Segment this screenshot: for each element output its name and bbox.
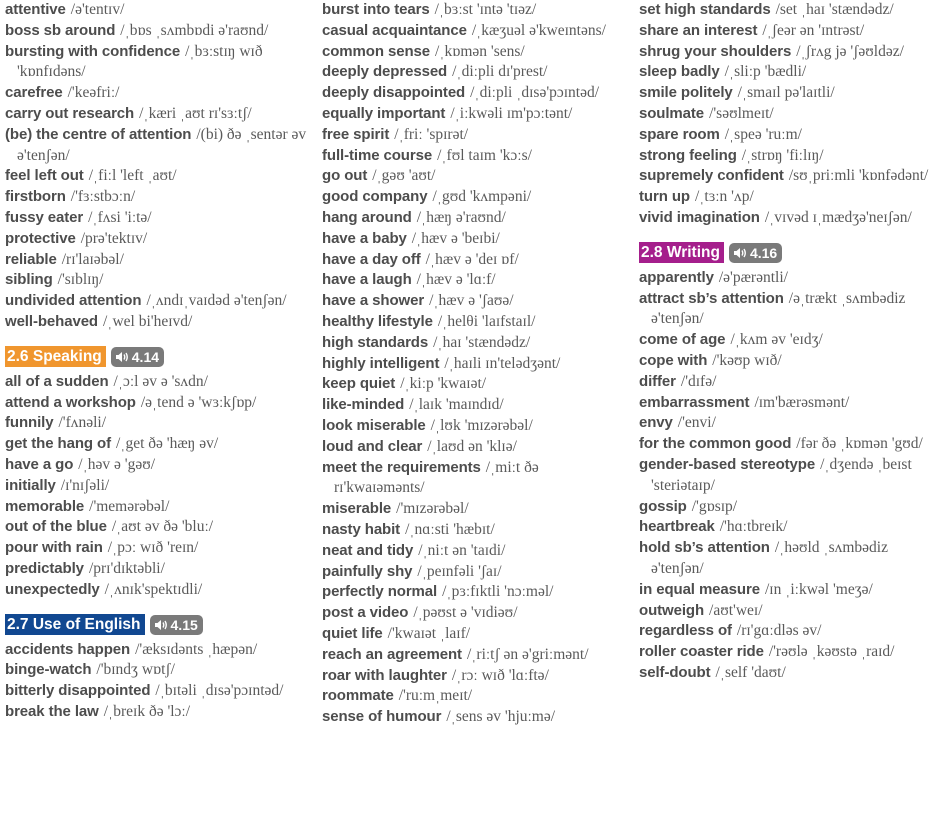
vocab-word: turn up bbox=[639, 188, 690, 206]
vocab-pronunciation: /ə'tentɪv/ bbox=[70, 1, 125, 18]
vocab-pronunciation: /ɪ'nɪʃəli/ bbox=[60, 476, 110, 494]
vocab-pronunciation: /aʊt'weɪ/ bbox=[709, 601, 763, 619]
vocab-pronunciation: /ˌlʊk 'mɪzərəbəl/ bbox=[430, 416, 533, 434]
vocab-entry bbox=[639, 351, 940, 372]
vocab-word: carry out research bbox=[5, 104, 135, 122]
vocab-entry bbox=[5, 166, 310, 187]
vocab-pronunciation: /ˌpeɪnfəli 'ʃaɪ/ bbox=[417, 562, 502, 580]
vocab-entry bbox=[5, 250, 310, 271]
vocab-pronunciation: /rɪ'gɑːdləs əv/ bbox=[736, 622, 822, 640]
vocab-entry bbox=[5, 372, 310, 393]
vocab-entry bbox=[639, 413, 940, 434]
vocab-pronunciation: /ˌʌndɪˌvaɪdəd ə'tenʃən/ bbox=[146, 292, 287, 310]
vocab-word: come of age bbox=[639, 331, 726, 349]
vocab-entry bbox=[322, 270, 632, 291]
vocab-pronunciation: /ˌbɜːstɪŋ wɪð 'kɒnfɪdəns/ bbox=[17, 42, 263, 81]
vocab-pronunciation: /ˌsmaɪl pə'laɪtli/ bbox=[737, 84, 835, 102]
vocab-pronunciation: /'gɒsɪp/ bbox=[691, 497, 738, 515]
vocab-entry bbox=[5, 104, 310, 125]
section-header bbox=[639, 242, 940, 264]
vocab-pronunciation: /(bi) ðə ˌsentər əv ə'tenʃən/ bbox=[17, 125, 307, 164]
vocab-pronunciation: /ˌhelθi 'laɪfstaɪl/ bbox=[437, 312, 536, 330]
vocab-pronunciation: /set ˌhaɪ 'stændədz/ bbox=[775, 1, 894, 18]
vocab-pronunciation: /ˌself 'daʊt/ bbox=[715, 663, 786, 681]
vocab-entry bbox=[322, 562, 632, 583]
vocab-pronunciation: /'fɜːstbɔːn/ bbox=[70, 188, 136, 206]
vocab-entry bbox=[5, 312, 310, 333]
vocab-word: outweigh bbox=[639, 601, 705, 619]
vocab-pronunciation: /'envi/ bbox=[677, 414, 716, 432]
vocab-entry bbox=[322, 416, 632, 437]
vocab-word: have a go bbox=[5, 455, 74, 473]
vocab-pronunciation: /ˌhæv ə 'deɪ ɒf/ bbox=[425, 250, 519, 268]
vocab-pronunciation: /prɪ'dɪktəbli/ bbox=[88, 559, 165, 577]
vocab-word: smile politely bbox=[639, 84, 733, 102]
vocab-pronunciation: /'æksɪdənts ˌhæpən/ bbox=[135, 640, 258, 658]
vocab-word: reach an agreement bbox=[322, 645, 462, 663]
vocab-word: roar with laughter bbox=[322, 666, 447, 684]
vocab-entry bbox=[5, 21, 310, 42]
vocab-pronunciation: /'keəfriː/ bbox=[67, 84, 120, 102]
vocab-word: deeply disappointed bbox=[322, 84, 466, 102]
vocab-pronunciation: /ˌniːt ən 'taɪdi/ bbox=[418, 541, 506, 559]
vocab-entry bbox=[322, 520, 632, 541]
vocab-word: all of a sudden bbox=[5, 372, 109, 390]
vocab-word: bitterly disappointed bbox=[5, 682, 151, 700]
vocab-entry bbox=[639, 372, 940, 393]
vocab-entry bbox=[639, 330, 940, 351]
vocab-pronunciation: /ˌpɜːfɪktli 'nɔːməl/ bbox=[442, 583, 554, 601]
vocab-word: neat and tidy bbox=[322, 541, 414, 559]
vocab-entry bbox=[5, 497, 310, 518]
vocab-entry bbox=[5, 660, 310, 681]
section-header bbox=[5, 614, 310, 636]
vocab-entry bbox=[5, 229, 310, 250]
vocab-word: soulmate bbox=[639, 104, 705, 122]
vocab-pronunciation: /ˌgəʊ 'aʊt/ bbox=[372, 167, 436, 185]
vocab-pronunciation: /ˌʃeər ən 'ɪntrəst/ bbox=[762, 21, 865, 39]
vocab-pronunciation: /ˌhæv ə 'ʃaʊə/ bbox=[429, 292, 514, 310]
vocab-entry bbox=[639, 104, 940, 125]
vocab-pronunciation: /ɪm'bærəsmənt/ bbox=[754, 393, 850, 411]
vocab-word: well-behaved bbox=[5, 312, 98, 330]
vocab-word: strong feeling bbox=[639, 146, 737, 164]
vocab-word: equally important bbox=[322, 104, 446, 122]
vocab-pronunciation: /ˌfiːl 'left ˌaʊt/ bbox=[88, 167, 177, 185]
vocab-word: share an interest bbox=[639, 21, 758, 39]
vocab-word: unexpectedly bbox=[5, 580, 100, 598]
vocab-entry bbox=[322, 104, 632, 125]
vocab-pronunciation: /ˌlaʊd ən 'klɪə/ bbox=[427, 437, 517, 455]
vocab-entry bbox=[5, 187, 310, 208]
vocab-word: perfectly normal bbox=[322, 583, 438, 601]
vocab-word: break the law bbox=[5, 702, 99, 720]
vocab-pronunciation: /prə'tektɪv/ bbox=[80, 229, 148, 247]
vocab-entry bbox=[322, 437, 632, 458]
vocab-entry bbox=[322, 125, 632, 146]
vocab-entry bbox=[5, 125, 310, 167]
vocab-pronunciation: /ˌiːkwəli ɪm'pɔːtənt/ bbox=[450, 104, 573, 122]
vocab-pronunciation: /ˌdʒendə ˌbeɪst 'steriətaɪp/ bbox=[651, 455, 912, 494]
section-header bbox=[5, 346, 310, 368]
vocab-entry bbox=[322, 62, 632, 83]
vocab-entry bbox=[639, 642, 940, 663]
vocab-pronunciation: /ˌspeə 'ruːm/ bbox=[724, 125, 802, 143]
vocab-entry bbox=[639, 601, 940, 622]
audio-track-number: 4.15 bbox=[170, 616, 198, 633]
vocab-word: vivid imagination bbox=[639, 208, 760, 226]
vocab-word: initially bbox=[5, 476, 56, 494]
vocab-word: self-doubt bbox=[639, 663, 711, 681]
column-1 bbox=[5, 0, 310, 723]
vocab-word: gender-based stereotype bbox=[639, 455, 816, 473]
vocab-entry bbox=[322, 603, 632, 624]
vocab-pronunciation: /ˌhæv ə 'beɪbi/ bbox=[411, 229, 500, 247]
vocab-entry bbox=[5, 0, 310, 21]
speaker-icon bbox=[154, 619, 168, 631]
vocab-pronunciation: /ˌgʊd 'kʌmpəni/ bbox=[432, 188, 532, 206]
vocab-word: memorable bbox=[5, 497, 85, 515]
vocab-word: binge-watch bbox=[5, 661, 92, 679]
vocab-entry bbox=[5, 580, 310, 601]
vocab-entry bbox=[322, 229, 632, 250]
vocab-entry bbox=[322, 541, 632, 562]
vocab-entry bbox=[5, 434, 310, 455]
vocab-entry bbox=[322, 374, 632, 395]
vocab-pronunciation: /ˌstrɒŋ 'fiːlɪŋ/ bbox=[741, 146, 824, 164]
vocab-pronunciation: /ˌdiːpli ˌdɪsə'pɔɪntəd/ bbox=[470, 84, 600, 102]
vocab-entry bbox=[5, 291, 310, 312]
vocab-word: go out bbox=[322, 167, 368, 185]
vocab-pronunciation: /ˌhəv ə 'gəʊ/ bbox=[78, 455, 156, 473]
vocab-pronunciation: /'hɑːtbreɪk/ bbox=[719, 518, 788, 536]
vocab-word: funnily bbox=[5, 414, 54, 432]
vocab-word: shrug your shoulders bbox=[639, 42, 792, 60]
speaker-icon bbox=[115, 351, 129, 363]
vocab-pronunciation: /ˌkæʒuəl ə'kweɪntəns/ bbox=[471, 21, 606, 39]
vocab-pronunciation: /ˌriːtʃ ən ə'griːmənt/ bbox=[466, 645, 589, 663]
vocab-word: burst into tears bbox=[322, 1, 430, 18]
audio-track-button[interactable] bbox=[111, 347, 164, 367]
vocab-entry bbox=[639, 146, 940, 167]
vocab-pronunciation: /ˌkiːp 'kwaɪət/ bbox=[400, 375, 487, 393]
vocab-entry bbox=[322, 0, 632, 21]
vocab-entry bbox=[322, 333, 632, 354]
column-2 bbox=[322, 0, 632, 728]
audio-track-button[interactable] bbox=[150, 615, 203, 635]
vocab-word: have a shower bbox=[322, 292, 425, 310]
vocab-entry bbox=[322, 187, 632, 208]
vocab-pronunciation: /ˌʃrʌg jə 'ʃəʊldəz/ bbox=[796, 42, 904, 60]
vocab-word: envy bbox=[639, 414, 673, 432]
vocab-word: bursting with confidence bbox=[5, 42, 181, 60]
vocab-word: feel left out bbox=[5, 167, 84, 185]
vocab-word: miserable bbox=[322, 500, 392, 518]
vocab-entry bbox=[639, 187, 940, 208]
audio-track-number: 4.14 bbox=[131, 348, 160, 365]
vocab-pronunciation: /ˌaʊt əv ðə 'bluː/ bbox=[111, 518, 214, 536]
vocab-word: deeply depressed bbox=[322, 63, 448, 81]
vocab-pronunciation: /'səʊlmeɪt/ bbox=[709, 104, 774, 122]
vocab-pronunciation: /ˌtɜːn 'ʌp/ bbox=[694, 188, 754, 206]
vocab-pronunciation: /ˌget ðə 'hæŋ əv/ bbox=[116, 435, 219, 453]
vocab-entry bbox=[639, 166, 940, 187]
vocab-entry bbox=[322, 458, 632, 500]
vocab-pronunciation: /ˌsens əv 'hjuːmə/ bbox=[446, 708, 556, 726]
vocab-entry bbox=[5, 270, 310, 291]
vocab-word: heartbreak bbox=[639, 518, 715, 536]
vocab-pronunciation: /ˌkɒmən 'sens/ bbox=[435, 42, 525, 60]
vocab-word: boss sb around bbox=[5, 21, 116, 39]
vocab-word: good company bbox=[322, 188, 428, 206]
vocab-word: (be) the centre of attention bbox=[5, 125, 192, 143]
vocab-pronunciation: /ˌlaɪk 'maɪndɪd/ bbox=[409, 396, 504, 414]
vocab-entry bbox=[5, 455, 310, 476]
vocab-word: carefree bbox=[5, 84, 63, 102]
vocab-entry bbox=[639, 517, 940, 538]
section-title: 2.8 Writing bbox=[639, 242, 724, 263]
vocab-pronunciation: /'sɪblɪŋ/ bbox=[57, 271, 104, 289]
speaker-icon bbox=[733, 247, 747, 259]
vocab-pronunciation: /ˌbreɪk ðə 'lɔː/ bbox=[103, 702, 191, 720]
vocab-word: have a baby bbox=[322, 229, 407, 247]
vocab-entry bbox=[639, 434, 940, 455]
vocab-entry bbox=[322, 707, 632, 728]
vocab-pronunciation: /ˌfriː 'spɪrət/ bbox=[394, 125, 469, 143]
vocab-word: spare room bbox=[639, 125, 720, 143]
vocab-word: get the hang of bbox=[5, 435, 111, 453]
vocab-pronunciation: /ˌbɒs ˌsʌmbɒdi ə'raʊnd/ bbox=[120, 21, 269, 39]
section-title: 2.7 Use of English bbox=[5, 614, 145, 635]
vocab-pronunciation: /'kwaɪət ˌlaɪf/ bbox=[387, 624, 471, 642]
vocab-word: reliable bbox=[5, 250, 57, 268]
vocab-pronunciation: /'dɪfə/ bbox=[680, 372, 717, 390]
vocab-pronunciation: /ˌpɔː wɪð 'reɪn/ bbox=[107, 539, 199, 557]
vocab-pronunciation: /'memərəbəl/ bbox=[89, 497, 170, 515]
vocab-word: full-time course bbox=[322, 146, 433, 164]
vocab-word: pour with rain bbox=[5, 539, 103, 557]
vocab-word: painfully shy bbox=[322, 562, 413, 580]
vocab-entry bbox=[322, 83, 632, 104]
vocab-word: loud and clear bbox=[322, 437, 423, 455]
vocab-pronunciation: /ˌɔːl əv ə 'sʌdn/ bbox=[113, 372, 208, 390]
vocab-entry bbox=[5, 702, 310, 723]
vocab-word: in equal measure bbox=[639, 580, 760, 598]
vocab-entry bbox=[639, 42, 940, 63]
vocab-entry bbox=[322, 208, 632, 229]
vocab-word: attentive bbox=[5, 1, 66, 18]
vocab-pronunciation: /ˌbɜːst 'ɪntə 'tɪəz/ bbox=[434, 1, 537, 18]
vocab-word: for the common good bbox=[639, 435, 792, 453]
vocab-word: supremely confident bbox=[639, 167, 784, 185]
vocab-entry bbox=[639, 663, 940, 684]
vocab-entry bbox=[322, 250, 632, 271]
column-3 bbox=[639, 0, 940, 684]
vocab-pronunciation: /əˌtrækt ˌsʌmbədiz ə'tenʃən/ bbox=[651, 289, 906, 328]
vocab-word: post a video bbox=[322, 604, 409, 622]
vocab-word: differ bbox=[639, 372, 676, 390]
vocab-word: embarrassment bbox=[639, 393, 750, 411]
vocab-pronunciation: /ɪn ˌiːkwəl 'meʒə/ bbox=[764, 580, 873, 598]
vocab-pronunciation: /sʊˌpriːmli 'kɒnfədənt/ bbox=[788, 167, 929, 185]
audio-track-button[interactable] bbox=[729, 243, 782, 263]
vocab-pronunciation: /ə'pærəntli/ bbox=[718, 268, 788, 286]
vocab-entry bbox=[5, 208, 310, 229]
vocab-pronunciation: /'kəʊp wɪð/ bbox=[712, 351, 782, 369]
vocab-pronunciation: /ˌwel bi'heɪvd/ bbox=[103, 312, 193, 330]
vocab-pronunciation: /ˌhaɪ 'stændədz/ bbox=[433, 333, 531, 351]
vocab-pronunciation: /ˌrɔː wɪð 'lɑːftə/ bbox=[451, 666, 549, 684]
vocab-word: meet the requirements bbox=[322, 458, 481, 476]
vocab-word: casual acquaintance bbox=[322, 21, 467, 39]
vocab-entry bbox=[5, 559, 310, 580]
section-title: 2.6 Speaking bbox=[5, 346, 106, 367]
vocab-pronunciation: /ˌvɪvəd ɪˌmædʒə'neɪʃən/ bbox=[764, 208, 912, 226]
vocab-entry bbox=[639, 538, 940, 580]
vocab-entry bbox=[639, 580, 940, 601]
vocab-entry bbox=[5, 681, 310, 702]
vocab-pronunciation: /ˌkæri ˌaʊt rɪ'sɜːtʃ/ bbox=[139, 104, 252, 122]
vocab-entry bbox=[639, 393, 940, 414]
vocab-entry bbox=[322, 42, 632, 63]
vocab-entry bbox=[322, 291, 632, 312]
vocab-word: look miserable bbox=[322, 416, 426, 434]
vocab-entry bbox=[322, 166, 632, 187]
vocab-entry bbox=[639, 621, 940, 642]
vocab-word: common sense bbox=[322, 42, 431, 60]
vocab-pronunciation: /'ruːmˌmeɪt/ bbox=[398, 687, 473, 705]
vocab-pronunciation: /ˌhəʊld ˌsʌmbədiz ə'tenʃən/ bbox=[651, 539, 888, 577]
vocab-entry bbox=[639, 268, 940, 289]
vocab-pronunciation: /ˌhaɪli ɪn'telədʒənt/ bbox=[444, 354, 561, 372]
vocab-word: undivided attention bbox=[5, 292, 142, 310]
vocab-word: regardless of bbox=[639, 622, 732, 640]
vocab-entry bbox=[5, 413, 310, 434]
vocab-entry bbox=[5, 538, 310, 559]
vocab-pronunciation: /rɪ'laɪəbəl/ bbox=[61, 250, 124, 268]
vocab-pronunciation: /ˌfʌsi 'iːtə/ bbox=[88, 208, 152, 226]
vocab-pronunciation: /ˌfʊl taɪm 'kɔːs/ bbox=[437, 146, 532, 164]
vocab-word: attract sb’s attention bbox=[639, 289, 784, 307]
vocab-word: accidents happen bbox=[5, 640, 131, 658]
vocab-entry bbox=[639, 497, 940, 518]
vocab-entry bbox=[639, 455, 940, 497]
vocab-word: quiet life bbox=[322, 624, 383, 642]
vocab-entry bbox=[639, 21, 940, 42]
vocab-entry bbox=[5, 393, 310, 414]
vocab-entry bbox=[639, 208, 940, 229]
vocab-entry bbox=[639, 289, 940, 331]
vocab-entry bbox=[5, 83, 310, 104]
vocab-entry bbox=[322, 645, 632, 666]
vocab-entry bbox=[5, 476, 310, 497]
vocab-entry bbox=[639, 83, 940, 104]
vocab-entry bbox=[322, 21, 632, 42]
vocab-word: hold sb’s attention bbox=[639, 539, 770, 557]
vocab-pronunciation: /ˌsliːp 'bædli/ bbox=[724, 63, 807, 81]
vocab-pronunciation: /'fʌnəli/ bbox=[58, 414, 107, 432]
vocab-entry bbox=[639, 0, 940, 21]
vocab-pronunciation: /'mɪzərəbəl/ bbox=[396, 500, 469, 518]
vocab-pronunciation: /'rəʊlə ˌkəʊstə ˌraɪd/ bbox=[768, 643, 895, 661]
vocab-word: roommate bbox=[322, 687, 394, 705]
vocab-pronunciation: /ˌhæv ə 'lɑːf/ bbox=[416, 271, 496, 289]
vocab-word: fussy eater bbox=[5, 208, 84, 226]
vocab-word: set high standards bbox=[639, 1, 771, 18]
vocab-word: sibling bbox=[5, 271, 53, 289]
vocab-word: firstborn bbox=[5, 188, 66, 206]
vocab-word: have a laugh bbox=[322, 271, 412, 289]
audio-track-number: 4.16 bbox=[749, 244, 778, 261]
vocab-word: gossip bbox=[639, 497, 687, 515]
vocab-entry bbox=[5, 640, 310, 661]
vocab-word: sleep badly bbox=[639, 63, 720, 81]
vocab-pronunciation: /əˌtend ə 'wɜːkʃɒp/ bbox=[140, 393, 257, 411]
vocab-pronunciation: /ˌpəʊst ə 'vɪdiəʊ/ bbox=[413, 604, 518, 622]
vocab-word: attend a workshop bbox=[5, 393, 136, 411]
vocab-entry bbox=[322, 312, 632, 333]
vocab-entry bbox=[322, 624, 632, 645]
vocab-word: highly intelligent bbox=[322, 354, 440, 372]
vocab-entry bbox=[322, 582, 632, 603]
vocab-word: nasty habit bbox=[322, 520, 401, 538]
vocab-pronunciation: /ˌʌnɪk'spektɪdli/ bbox=[104, 580, 203, 598]
vocab-word: hang around bbox=[322, 208, 412, 226]
vocab-pronunciation: /fər ðə ˌkɒmən 'gʊd/ bbox=[796, 435, 923, 453]
vocab-entry bbox=[322, 354, 632, 375]
vocab-word: free spirit bbox=[322, 125, 390, 143]
vocab-word: predictably bbox=[5, 559, 84, 577]
vocab-pronunciation: /ˌhæŋ ə'raʊnd/ bbox=[416, 208, 506, 226]
vocab-pronunciation: /ˌnɑːsti 'hæbɪt/ bbox=[405, 520, 495, 538]
vocab-word: apparently bbox=[639, 268, 714, 286]
vocab-pronunciation: /ˌmiːt ðə rɪ'kwaɪəmənts/ bbox=[334, 458, 539, 497]
vocab-pronunciation: /ˌkʌm əv 'eɪdʒ/ bbox=[730, 331, 823, 349]
vocab-entry bbox=[322, 686, 632, 707]
vocab-word: have a day off bbox=[322, 250, 421, 268]
vocab-word: high standards bbox=[322, 333, 429, 351]
vocab-entry bbox=[639, 62, 940, 83]
vocab-word: cope with bbox=[639, 351, 708, 369]
vocab-word: out of the blue bbox=[5, 518, 107, 536]
vocab-word: like-minded bbox=[322, 396, 405, 414]
vocab-word: roller coaster ride bbox=[639, 643, 764, 661]
vocab-entry bbox=[639, 125, 940, 146]
vocab-pronunciation: /'bɪndʒ wɒtʃ/ bbox=[96, 661, 175, 679]
vocab-entry bbox=[322, 666, 632, 687]
vocab-entry bbox=[322, 146, 632, 167]
vocab-word: healthy lifestyle bbox=[322, 312, 433, 330]
vocab-pronunciation: /ˌdiːpli dɪ'prest/ bbox=[452, 63, 548, 81]
vocab-word: keep quiet bbox=[322, 375, 396, 393]
vocab-word: sense of humour bbox=[322, 708, 442, 726]
vocab-word: protective bbox=[5, 229, 76, 247]
vocab-pronunciation: /ˌbɪtəli ˌdɪsə'pɔɪntəd/ bbox=[155, 682, 284, 700]
vocab-entry bbox=[5, 517, 310, 538]
vocab-entry bbox=[322, 499, 632, 520]
vocab-entry bbox=[5, 42, 310, 84]
vocab-entry bbox=[322, 395, 632, 416]
